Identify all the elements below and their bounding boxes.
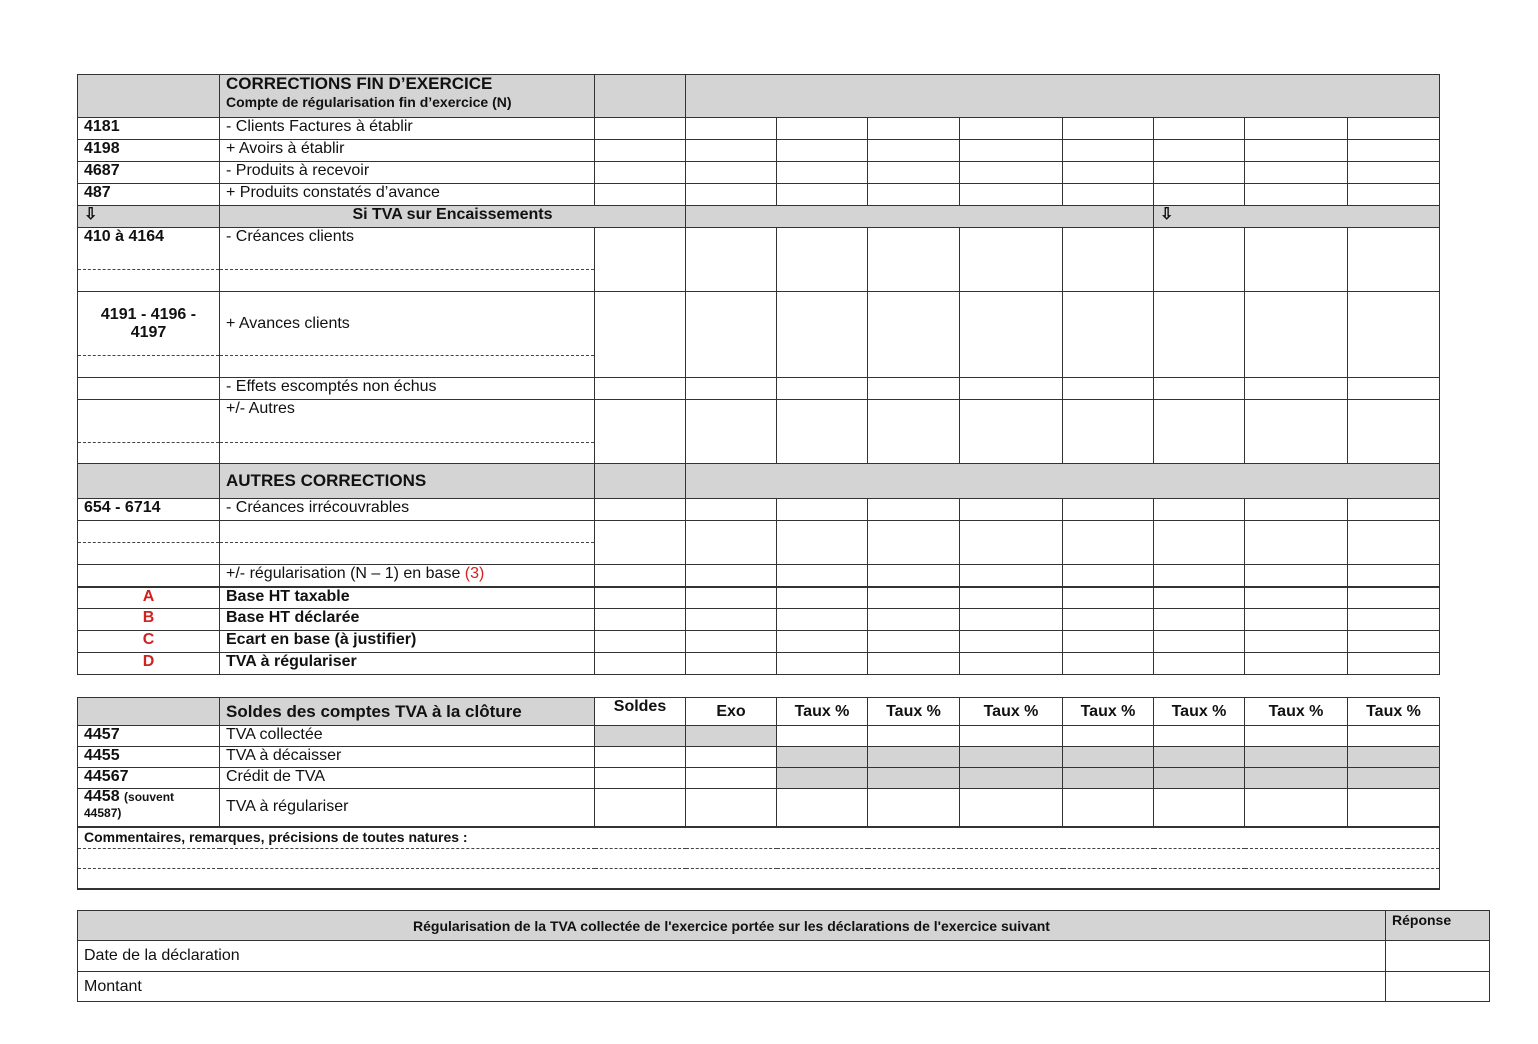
soldes-title: Soldes des comptes TVA à la clôture — [220, 698, 595, 726]
header-blank — [78, 75, 220, 118]
table-row: +/- régularisation (N – 1) en base (3) — [78, 565, 1440, 587]
montant-label: Montant — [78, 972, 1386, 1002]
col-exo: Exo — [686, 698, 777, 726]
tva-encaissements-header: Si TVA sur Encaissements — [220, 206, 686, 228]
soldes-table — [77, 697, 1440, 890]
comments-label: Commentaires, remarques, précisions de toutes natures : — [78, 827, 1440, 849]
table-row: 4457 TVA collectée — [78, 726, 1440, 747]
response-header: Réponse — [1386, 911, 1490, 941]
table-row: +/- Autres — [78, 400, 1440, 443]
summary-row: B Base HT déclarée — [78, 609, 1440, 631]
table-row: 487 + Produits constatés d’avance — [78, 184, 1440, 206]
corrections-header — [220, 75, 595, 118]
table-row: 410 à 4164 - Créances clients — [78, 228, 1440, 270]
col-soldes: Soldes — [595, 698, 686, 726]
col-taux: Taux % — [1063, 698, 1154, 726]
table-row: 4458 (souvent 44587) TVA à régulariser — [78, 789, 1440, 827]
table-row: 4455 TVA à décaisser — [78, 747, 1440, 768]
table-row: - Effets escomptés non échus — [78, 378, 1440, 400]
autres-corrections-title: AUTRES CORRECTIONS — [220, 464, 595, 499]
summary-row: D TVA à régulariser — [78, 653, 1440, 675]
col-taux: Taux % — [1348, 698, 1440, 726]
autres-corrections-row — [78, 464, 1440, 499]
comments-line[interactable] — [78, 849, 1440, 869]
date-declaration-response[interactable] — [1386, 941, 1490, 972]
table-row — [78, 941, 1490, 972]
comments-line[interactable] — [78, 869, 1440, 889]
table-row: 4198 + Avoirs à établir — [78, 140, 1440, 162]
table-row: 4181 - Clients Factures à établir — [78, 118, 1440, 140]
corrections-table — [77, 74, 1440, 675]
table-row: 654 - 6714 - Créances irrécouvrables — [78, 499, 1440, 521]
arrow-down-icon: ⇩ — [1154, 206, 1440, 228]
table-row: 44567 Crédit de TVA — [78, 768, 1440, 789]
summary-row: C Ecart en base (à justifier) — [78, 631, 1440, 653]
montant-response[interactable] — [1386, 972, 1490, 1002]
col-taux: Taux % — [960, 698, 1063, 726]
arrow-down-icon: ⇩ — [78, 206, 220, 228]
summary-row: A Base HT taxable — [78, 587, 1440, 609]
table-row: 4191 - 4196 - 4197 + Avances clients — [78, 292, 1440, 356]
date-declaration-label: Date de la déclaration — [78, 941, 1386, 972]
col-taux: Taux % — [868, 698, 960, 726]
table-row: 4687 - Produits à recevoir — [78, 162, 1440, 184]
regularisation-table — [77, 910, 1490, 1002]
table-row — [78, 972, 1490, 1002]
corrections-title: CORRECTIONS FIN D’EXERCICE — [226, 74, 493, 93]
col-taux: Taux % — [1245, 698, 1348, 726]
corrections-subtitle: Compte de régularisation fin d’exercice (N) — [226, 94, 512, 110]
regularisation-title: Régularisation de la TVA collectée de l'exercice portée sur les déclarations de l'exercice suivant — [78, 911, 1386, 941]
col-taux: Taux % — [777, 698, 868, 726]
tva-encaissements-row — [78, 206, 1440, 228]
col-taux: Taux % — [1154, 698, 1245, 726]
